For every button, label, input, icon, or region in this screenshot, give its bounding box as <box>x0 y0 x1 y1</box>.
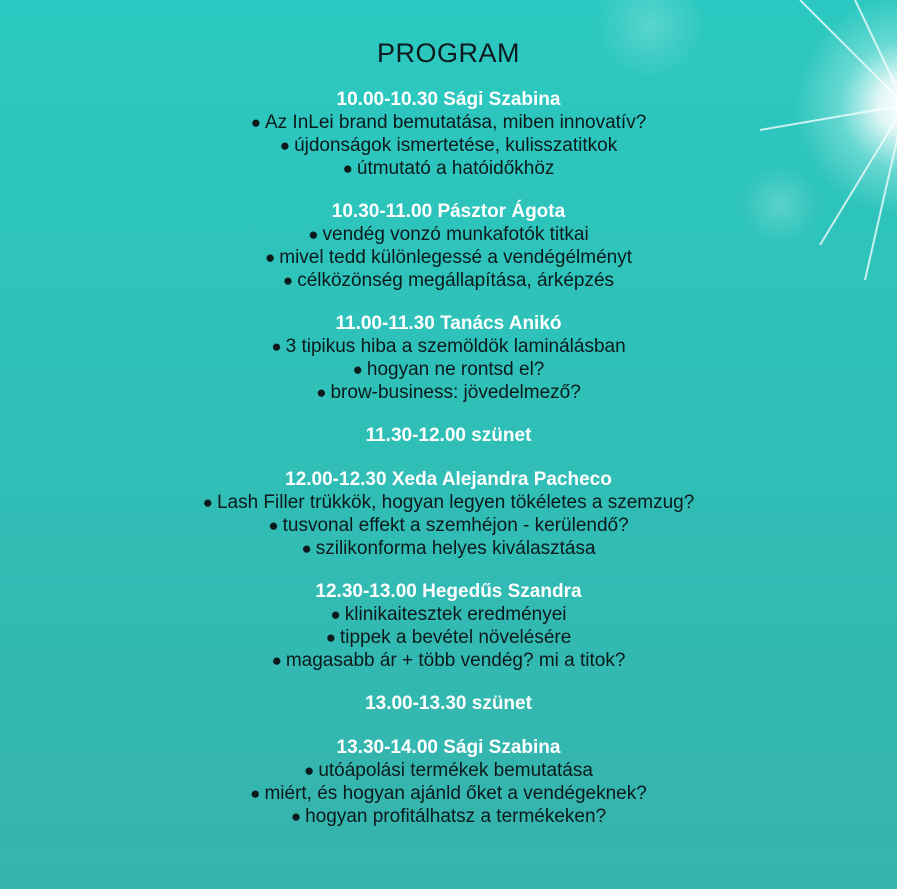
session-heading: 10.30-11.00 Pásztor Ágota <box>331 201 566 222</box>
topic-text: újdonságok ismertetése, kulisszatitkok <box>294 135 618 156</box>
topic-text: miért, és hogyan ajánld őket a vendégeknek? <box>264 783 647 804</box>
session-block <box>0 580 897 672</box>
session-heading: 11.00-11.30 Tanács Anikó <box>335 313 562 334</box>
session-block <box>0 200 897 292</box>
break-block <box>0 424 897 447</box>
bullet-icon: ● <box>325 628 336 647</box>
session-topic <box>0 358 897 381</box>
topic-text: Lash Filler trükkök, hogyan legyen tökéletes a szemzug? <box>216 492 695 513</box>
topic-text: tusvonal effekt a szemhéjon - kerülendő? <box>282 515 629 536</box>
session-topic <box>0 782 897 805</box>
session-topic <box>0 223 897 246</box>
program-schedule <box>0 88 897 828</box>
session-block <box>0 312 897 404</box>
session-topic <box>0 603 897 626</box>
session-topic <box>0 649 897 672</box>
bullet-icon: ● <box>290 807 302 826</box>
session-topic <box>0 111 897 134</box>
bullet-icon: ● <box>250 113 261 132</box>
bullet-icon: ● <box>271 651 282 670</box>
bullet-icon: ● <box>301 539 312 558</box>
topic-text: mivel tedd különlegessé a vendégélményt <box>279 247 633 268</box>
bullet-icon: ● <box>279 136 291 155</box>
session-heading: 13.30-14.00 Sági Szabina <box>336 737 561 758</box>
topic-text: utóápolási termékek bemutatása <box>318 760 593 781</box>
bullet-icon: ● <box>282 271 294 290</box>
program-title: PROGRAM <box>376 38 520 68</box>
session-topic <box>0 269 897 292</box>
session-topic <box>0 759 897 782</box>
session-topic <box>0 491 897 514</box>
bullet-icon: ● <box>304 761 315 780</box>
topic-text: 3 tipikus hiba a szemöldök laminálásban <box>285 336 626 357</box>
session-heading: 11.30-12.00 szünet <box>365 425 532 446</box>
bullet-icon: ● <box>352 360 363 379</box>
session-block <box>0 468 897 560</box>
bullet-icon: ● <box>316 383 327 402</box>
topic-text: hogyan ne rontsd el? <box>366 359 545 380</box>
session-heading: 13.00-13.30 szünet <box>365 693 532 714</box>
bullet-icon: ● <box>271 337 282 356</box>
session-topic <box>0 381 897 404</box>
bullet-icon: ● <box>308 225 319 244</box>
session-heading: 12.00-12.30 Xeda Alejandra Pacheco <box>285 469 612 490</box>
session-topic <box>0 514 897 537</box>
session-topic <box>0 335 897 358</box>
bullet-icon: ● <box>342 159 353 178</box>
bullet-icon: ● <box>264 248 276 267</box>
session-topic <box>0 537 897 560</box>
session-topic <box>0 805 897 828</box>
session-topic <box>0 246 897 269</box>
session-heading: 10.00-10.30 Sági Szabina <box>336 89 561 110</box>
topic-text: célközönség megállapítása, árképzés <box>297 270 615 291</box>
bullet-icon: ● <box>250 784 261 803</box>
topic-text: vendég vonzó munkafotók titkai <box>322 224 589 245</box>
topic-text: szilikonforma helyes kiválasztása <box>315 538 596 559</box>
topic-text: klinikaitesztek eredményei <box>344 604 567 625</box>
session-topic <box>0 134 897 157</box>
bullet-icon: ● <box>330 605 341 624</box>
session-topic <box>0 626 897 649</box>
break-block <box>0 692 897 715</box>
session-topic <box>0 157 897 180</box>
session-heading: 12.30-13.00 Hegedűs Szandra <box>315 581 582 602</box>
bullet-icon: ● <box>202 493 213 512</box>
topic-text: brow-business: jövedelmező? <box>330 382 581 403</box>
topic-text: útmutató a hatóidőkhöz <box>356 158 555 179</box>
bullet-icon: ● <box>268 516 279 535</box>
topic-text: Az InLei brand bemutatása, miben innovatív? <box>264 112 647 133</box>
session-block <box>0 736 897 828</box>
topic-text: tippek a bevétel növelésére <box>339 627 572 648</box>
topic-text: magasabb ár + több vendég? mi a titok? <box>285 650 626 671</box>
session-block <box>0 88 897 180</box>
topic-text: hogyan profitálhatsz a termékeken? <box>305 806 607 827</box>
